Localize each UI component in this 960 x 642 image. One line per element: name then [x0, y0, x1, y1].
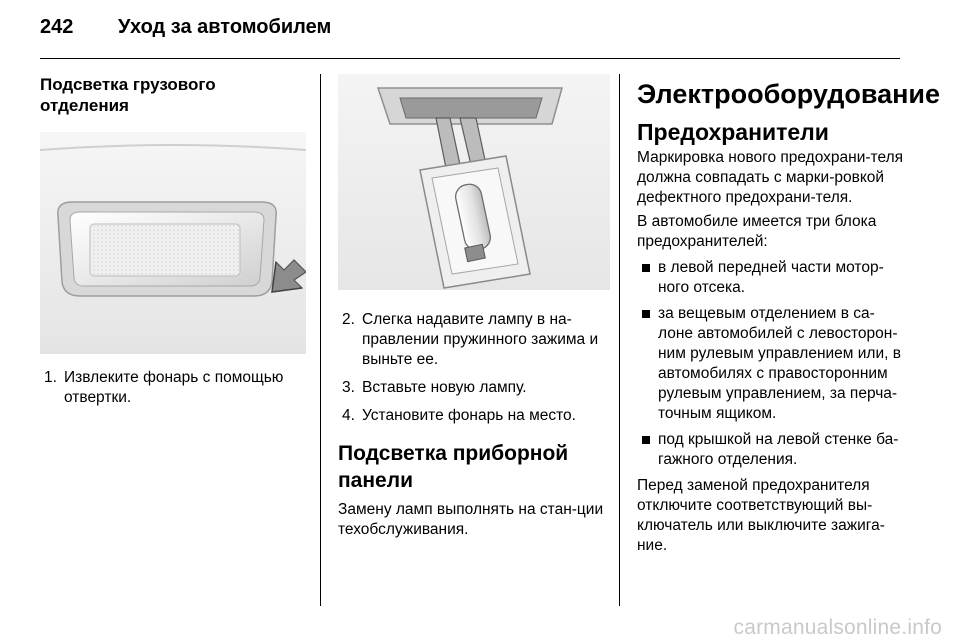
column-divider-1	[320, 74, 321, 606]
step-number: 2.	[342, 311, 355, 328]
heading-cargo-light	[40, 74, 310, 116]
heading-line: панели	[338, 469, 413, 492]
list-item-text: за вещевым отделением в са-лоне автомобилей с левосторон-ним рулевым управлением или, в автомобилях с правосторонним рулевым управлением, за перча-точным ящиком.	[658, 305, 901, 422]
step-number: 3.	[342, 379, 355, 396]
list-item	[40, 368, 310, 408]
column-right	[637, 74, 941, 556]
list-item	[637, 258, 903, 298]
steps-list	[338, 310, 610, 426]
steps-list	[40, 368, 310, 408]
bulb-removal-illustration	[338, 74, 610, 290]
bullet-square-icon	[642, 436, 650, 444]
step-text: Вставьте новую лампу.	[362, 379, 527, 396]
watermark: carmanualsonline.info	[733, 616, 942, 639]
column-left	[40, 74, 310, 416]
page-number: 242	[40, 16, 74, 38]
heading-instrument-lighting	[338, 440, 610, 494]
heading-line: Подсветка приборной	[338, 442, 569, 465]
paragraph: Перед заменой предохранителя отключите соответствующий вы-ключатель или выключите зажига-ние.	[637, 477, 885, 554]
chapter-title: Электрооборудование	[637, 79, 941, 109]
step-text: Установите фонарь на место.	[362, 407, 576, 424]
list-item	[637, 304, 903, 424]
list-item-text: в левой передней части мотор-ного отсека.	[658, 259, 884, 296]
section-title: Предохранители	[637, 119, 829, 145]
step-number: 4.	[342, 407, 355, 424]
paragraph: Маркировка нового предохрани-теля должна совпадать с марки-ровкой дефектного предохрани-теля.	[637, 149, 904, 206]
list-item	[338, 406, 610, 426]
bullet-square-icon	[642, 310, 650, 318]
paragraph: В автомобиле имеется три блока предохранителей:	[637, 213, 877, 250]
cargo-lamp-illustration	[40, 132, 306, 354]
fuse-box-list	[637, 258, 903, 470]
page-title: Уход за автомобилем	[118, 16, 332, 38]
heading-line: отделения	[40, 96, 129, 115]
list-item	[338, 378, 610, 398]
heading-line: Подсветка грузового	[40, 75, 216, 94]
column-divider-2	[619, 74, 620, 606]
step-number: 1.	[44, 369, 57, 386]
list-item	[338, 310, 610, 370]
list-item-text: под крышкой на левой стенке ба-гажного отделения.	[658, 431, 899, 468]
service-paragraph: Замену ламп выполнять на стан-ции техобслуживания.	[338, 501, 604, 538]
step-text: Слегка надавите лампу в на-правлении пружинного зажима и выньте ее.	[362, 311, 599, 368]
list-item	[637, 430, 903, 470]
step-text: Извлеките фонарь с помощью отвертки.	[64, 369, 284, 406]
column-middle	[338, 74, 610, 540]
bullet-square-icon	[642, 264, 650, 272]
header-rule	[40, 58, 900, 59]
